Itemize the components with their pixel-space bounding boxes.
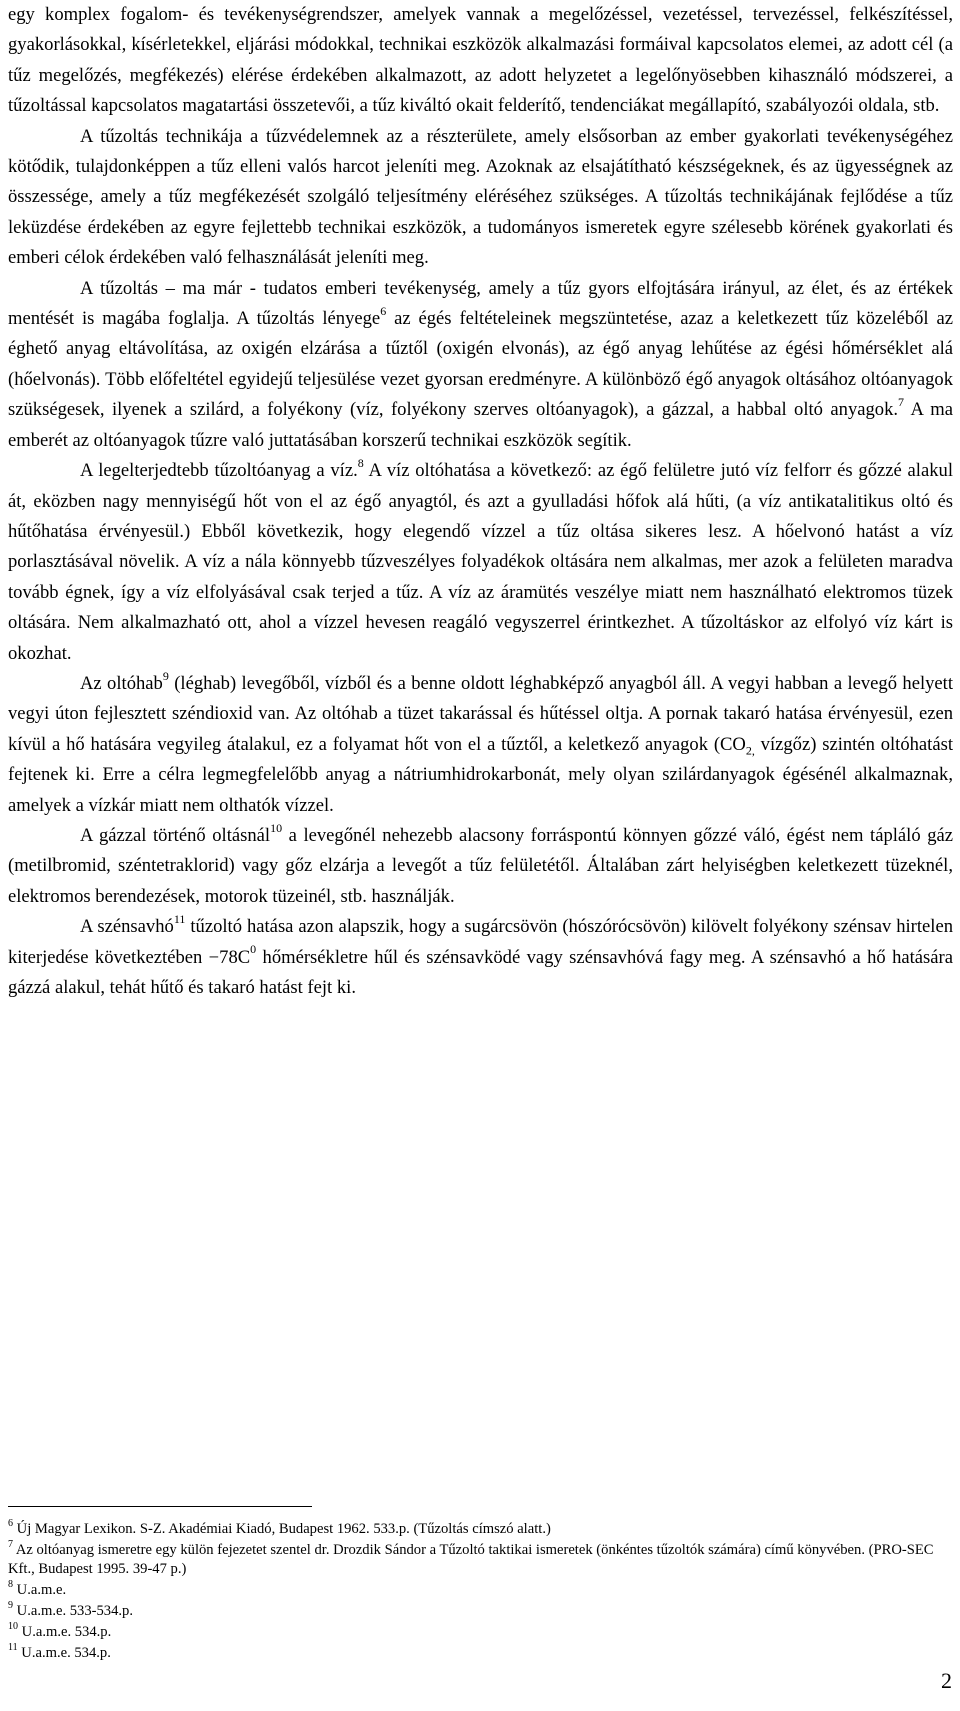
footnote-item — [8, 1644, 948, 1663]
footnote-reference: 0 — [250, 942, 257, 957]
paragraph — [8, 274, 953, 456]
subscript: 2, — [745, 743, 755, 758]
paragraph-text: vízgőz) szintén oltóhatást fejtenek ki. Erre a célra legmegfelelőbb anyag a nátriumhidrokarbonát, mely olyan szilárdanyagok égésénél alkalmaznak, amelyek a vízkár miatt nem olthatók vízzel. — [8, 733, 953, 816]
footnote-number: 6 — [8, 1518, 13, 1530]
paragraph-text: A tűzoltás – ma már - tudatos emberi tevékenység, amely a tűz gyors elfojtására irányul, az élet, és az értékek mentését is magába foglalja. A tűzoltás lényege — [8, 277, 953, 330]
footnote-text: U.a.m.e. 534.p. — [18, 1624, 112, 1640]
footnote-item — [8, 1520, 948, 1539]
footnote-reference: 8 — [357, 455, 364, 470]
paragraph-text: az égés feltételeinek megszüntetése, azaz a keletkezett tűz közeléből az éghető anyag eltávolítása, az oxigén elzárása a tűztől (oxigén elvonás), az égő anyag lehűtése az égési hőmérséklet alá (hőelvonás). Több előfeltétel egyidejű teljesülése vezet gyorsan eredményre. A különböző égő anyagok oltásához oltóanyagok szükségesek, ilyenek a szilárd, a folyékony (víz, folyékony szerves oltóanyagok), a gázzal, a habbal oltó anyagok. — [8, 308, 953, 421]
paragraph-text: A tűzoltás technikája a tűzvédelemnek az a részterülete, amely elsősorban az ember gyakorlati tevékenységéhez kötődik, tulajdonképpen a tűz elleni valós harcot jeleníti meg. Azoknak az elsajátítható készségeknek, és az ügyességnek az összessége, amely a tűz megfékezését szolgáló teljesítmény eléréséhez szükséges. A tűzoltás technikájának fejlődése a tűz leküzdése érdekében az egyre fejlettebb technikai eszközök, a tudományos ismeretek egyre szélesebb körének gyakorlati és emberi célok érdekében való felhasználását jeleníti meg. — [8, 125, 953, 269]
footnote-text: Az oltóanyag ismeretre egy külön fejezetet szentel dr. Drozdik Sándor a Tűzoltó taktikai ismeretek (önkéntes tűzoltók számára) című könyvében. (PRO-SEC Kft., Budapest 1995. 39-47 p.) — [8, 1542, 934, 1577]
paragraph-text: A ma emberét az oltóanyagok tűzre való juttatásában korszerű technikai eszközök segítik. — [8, 399, 954, 451]
paragraph — [8, 0, 953, 122]
footnote-item — [8, 1602, 948, 1621]
paragraph-text: Az oltóhab — [80, 672, 163, 694]
footnote-item — [8, 1541, 948, 1579]
footnote-number: 9 — [8, 1600, 13, 1612]
footnote-text: U.a.m.e. 533-534.p. — [13, 1603, 133, 1619]
paragraph — [8, 122, 953, 274]
paragraph — [8, 821, 953, 912]
footnote-item — [8, 1623, 948, 1642]
footnote-text: U.a.m.e. 534.p. — [17, 1645, 111, 1661]
footnote-reference: 9 — [162, 668, 169, 683]
paragraph-text: A legelterjedtebb tűzoltóanyag a víz. — [80, 460, 358, 482]
footnote-number: 10 — [8, 1621, 18, 1633]
footnote-number: 11 — [8, 1642, 18, 1654]
paragraph-text: hőmérsékletre hűl és szénsavködé vagy szénsavhóvá fagy meg. A szénsavhó a hő hatására gázzá alakul, tehát hűtő és takaró hatást fejt ki. — [8, 946, 953, 998]
paragraph — [8, 456, 953, 669]
footnotes — [8, 1520, 948, 1665]
paragraph-text: A gázzal történő oltásnál — [80, 824, 271, 846]
paragraph-text: tűzoltó hatása azon alapszik, hogy a sugárcsövön (hószórócsövön) kilövelt folyékony szénsav hirtelen kiterjedése következtében −78C — [8, 916, 954, 968]
paragraph-text: (léghab) levegőből, vízből és a benne oldott léghabképző anyagból áll. A vegyi habban a levegő helyett vegyi úton fejlesztett széndioxid van. Az oltóhab a tüzet takarással és hűtéssel oltja. A pornak takaró hatása érvényesül, ezen kívül a hő hatására vegyileg átalakul, ez a folyamat hőt von el a tűztől, a keletkező anyagok (CO — [8, 672, 953, 755]
footnote-reference: 6 — [380, 303, 387, 318]
footnote-item — [8, 1581, 948, 1600]
paragraph-text: A szénsavhó — [80, 916, 174, 938]
footnote-text: Új Magyar Lexikon. S-Z. Akadémiai Kiadó, Budapest 1962. 533.p. (Tűzoltás címszó alatt.) — [13, 1521, 551, 1537]
body-text — [8, 0, 953, 1003]
footnote-reference: 7 — [898, 395, 905, 410]
page-number: 2 — [941, 1668, 952, 1693]
paragraph-text: egy komplex fogalom- és tevékenységrendszer, amelyek vannak a megelőzéssel, vezetéssel, tervezéssel, felkészítéssel, gyakorlásokkal, kísérletekkel, eljárási módokkal, technikai eszközök alkalmazási formáival kapcsolatos elemei, az adott cél (a tűz megelőzés, megfékezés) elérése érdekében alkalmazott, az adott helyzetet a legelőnyösebben kihasználó módszerei, a tűzoltással kapcsolatos magatartási összetevői, a tűz kiváltó okait felderítő, tendenciákat megállapító, szabályozói oldala, stb. — [8, 4, 953, 117]
paragraph-text: A víz oltóhatása a következő: az égő felületre jutó víz felforr és gőzzé alakul át, eközben nagy mennyiségű hőt von el az égő anyagtól, és azt a gyulladási hőfok alá hűti, (a víz antikatalitikus oltó és hűtőhatása érvényesül.) Ebből következik, hogy elegendő vízzel a tűz oltása sikeres lesz. A hőelvonó hatást a víz porlasztásával növelik. A víz a nála könnyebb tűzveszélyes folyadékok oltására nem alkalmas, mer azok a felületen maradva tovább égnek, így a víz elfolyásával csak terjed a tűz. A víz az áramütés veszélye miatt nem használható elektromos tüzek oltására. Nem alkalmazható ott, ahol a vízzel hevesen reagáló vegyszerrel érintkezhet. A tűzoltáskor az elfolyó víz kárt is okozhat. — [8, 460, 953, 664]
paragraph — [8, 912, 953, 1003]
footnote-reference: 10 — [270, 820, 283, 835]
paragraph — [8, 669, 953, 821]
footnote-text: U.a.m.e. — [13, 1582, 67, 1598]
paragraph-text: a levegőnél nehezebb alacsony forráspontú könnyen gőzzé váló, égést nem tápláló gáz (metilbromid, széntetraklorid) vagy gőz elzárja a levegőt a tűz felületétől. Általában zárt helyiségben keletkezett tüzeknél, elektromos berendezések, motorok tüzeinél, stb. használják. — [8, 824, 953, 907]
footnote-separator — [8, 1506, 312, 1507]
footnote-number: 8 — [8, 1579, 13, 1591]
footnote-reference: 11 — [173, 912, 186, 926]
footnote-number: 7 — [8, 1539, 13, 1551]
